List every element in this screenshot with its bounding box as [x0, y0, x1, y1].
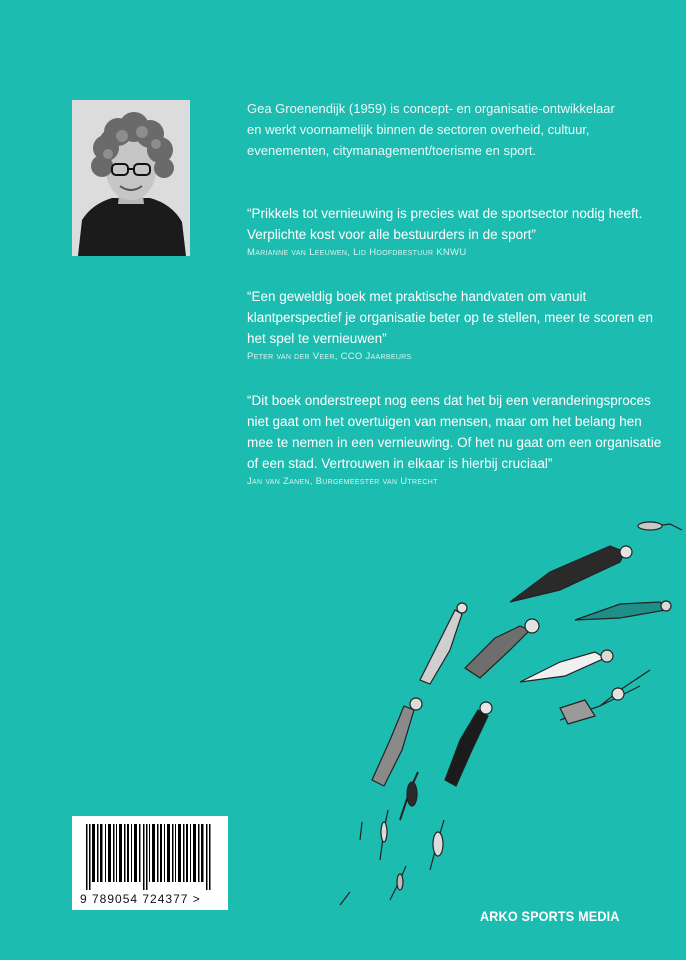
quote-attribution: Jan van Zanen, Burgemeester van Utrecht — [247, 476, 438, 487]
quote-attribution: Peter van der Veer, CCO Jaarbeurs — [247, 351, 412, 362]
quote-text: “Een geweldig boek met praktische handvaten om vanuit klantperspectief je organisatie beter op te stellen, meer te scoren en het spel te vernieuwen” — [247, 289, 653, 346]
quote-attribution: Marianne van Leeuwen, Lid Hoofdbestuur KNWU — [247, 247, 467, 258]
barcode-number: 9 789054 724377 > — [80, 892, 201, 906]
quote-2 — [247, 286, 667, 365]
quote-3 — [247, 390, 667, 490]
author-portrait-image — [72, 100, 190, 256]
swimmers-illustration — [320, 510, 686, 910]
quote-text: “Prikkels tot vernieuwing is precies wat de sportsector nodig heeft. Verplichte kost voor alle bestuurders in de sport” — [247, 206, 643, 242]
quote-text: “Dit boek onderstreept nog eens dat het bij een veranderingsproces niet gaat om het overtuigen van mensen, maar om het belang hen mee te nemen in een vernieuwing. Of het nu gaat om een organisatie of een stad. Vertrouwen in elkaar is hierbij cruciaal” — [247, 393, 662, 471]
publisher-logo: ARKO SPORTS MEDIA — [480, 908, 620, 924]
barcode-bars — [86, 824, 214, 890]
barcode — [72, 816, 228, 910]
author-photo — [72, 100, 190, 256]
quote-1 — [247, 203, 667, 261]
author-bio: Gea Groenendijk (1959) is concept- en organisatie-ontwikkelaar en werkt voornamelijk binnen de sectoren overheid, cultuur, evenementen, citymanagement/toerisme en sport. — [247, 101, 615, 158]
